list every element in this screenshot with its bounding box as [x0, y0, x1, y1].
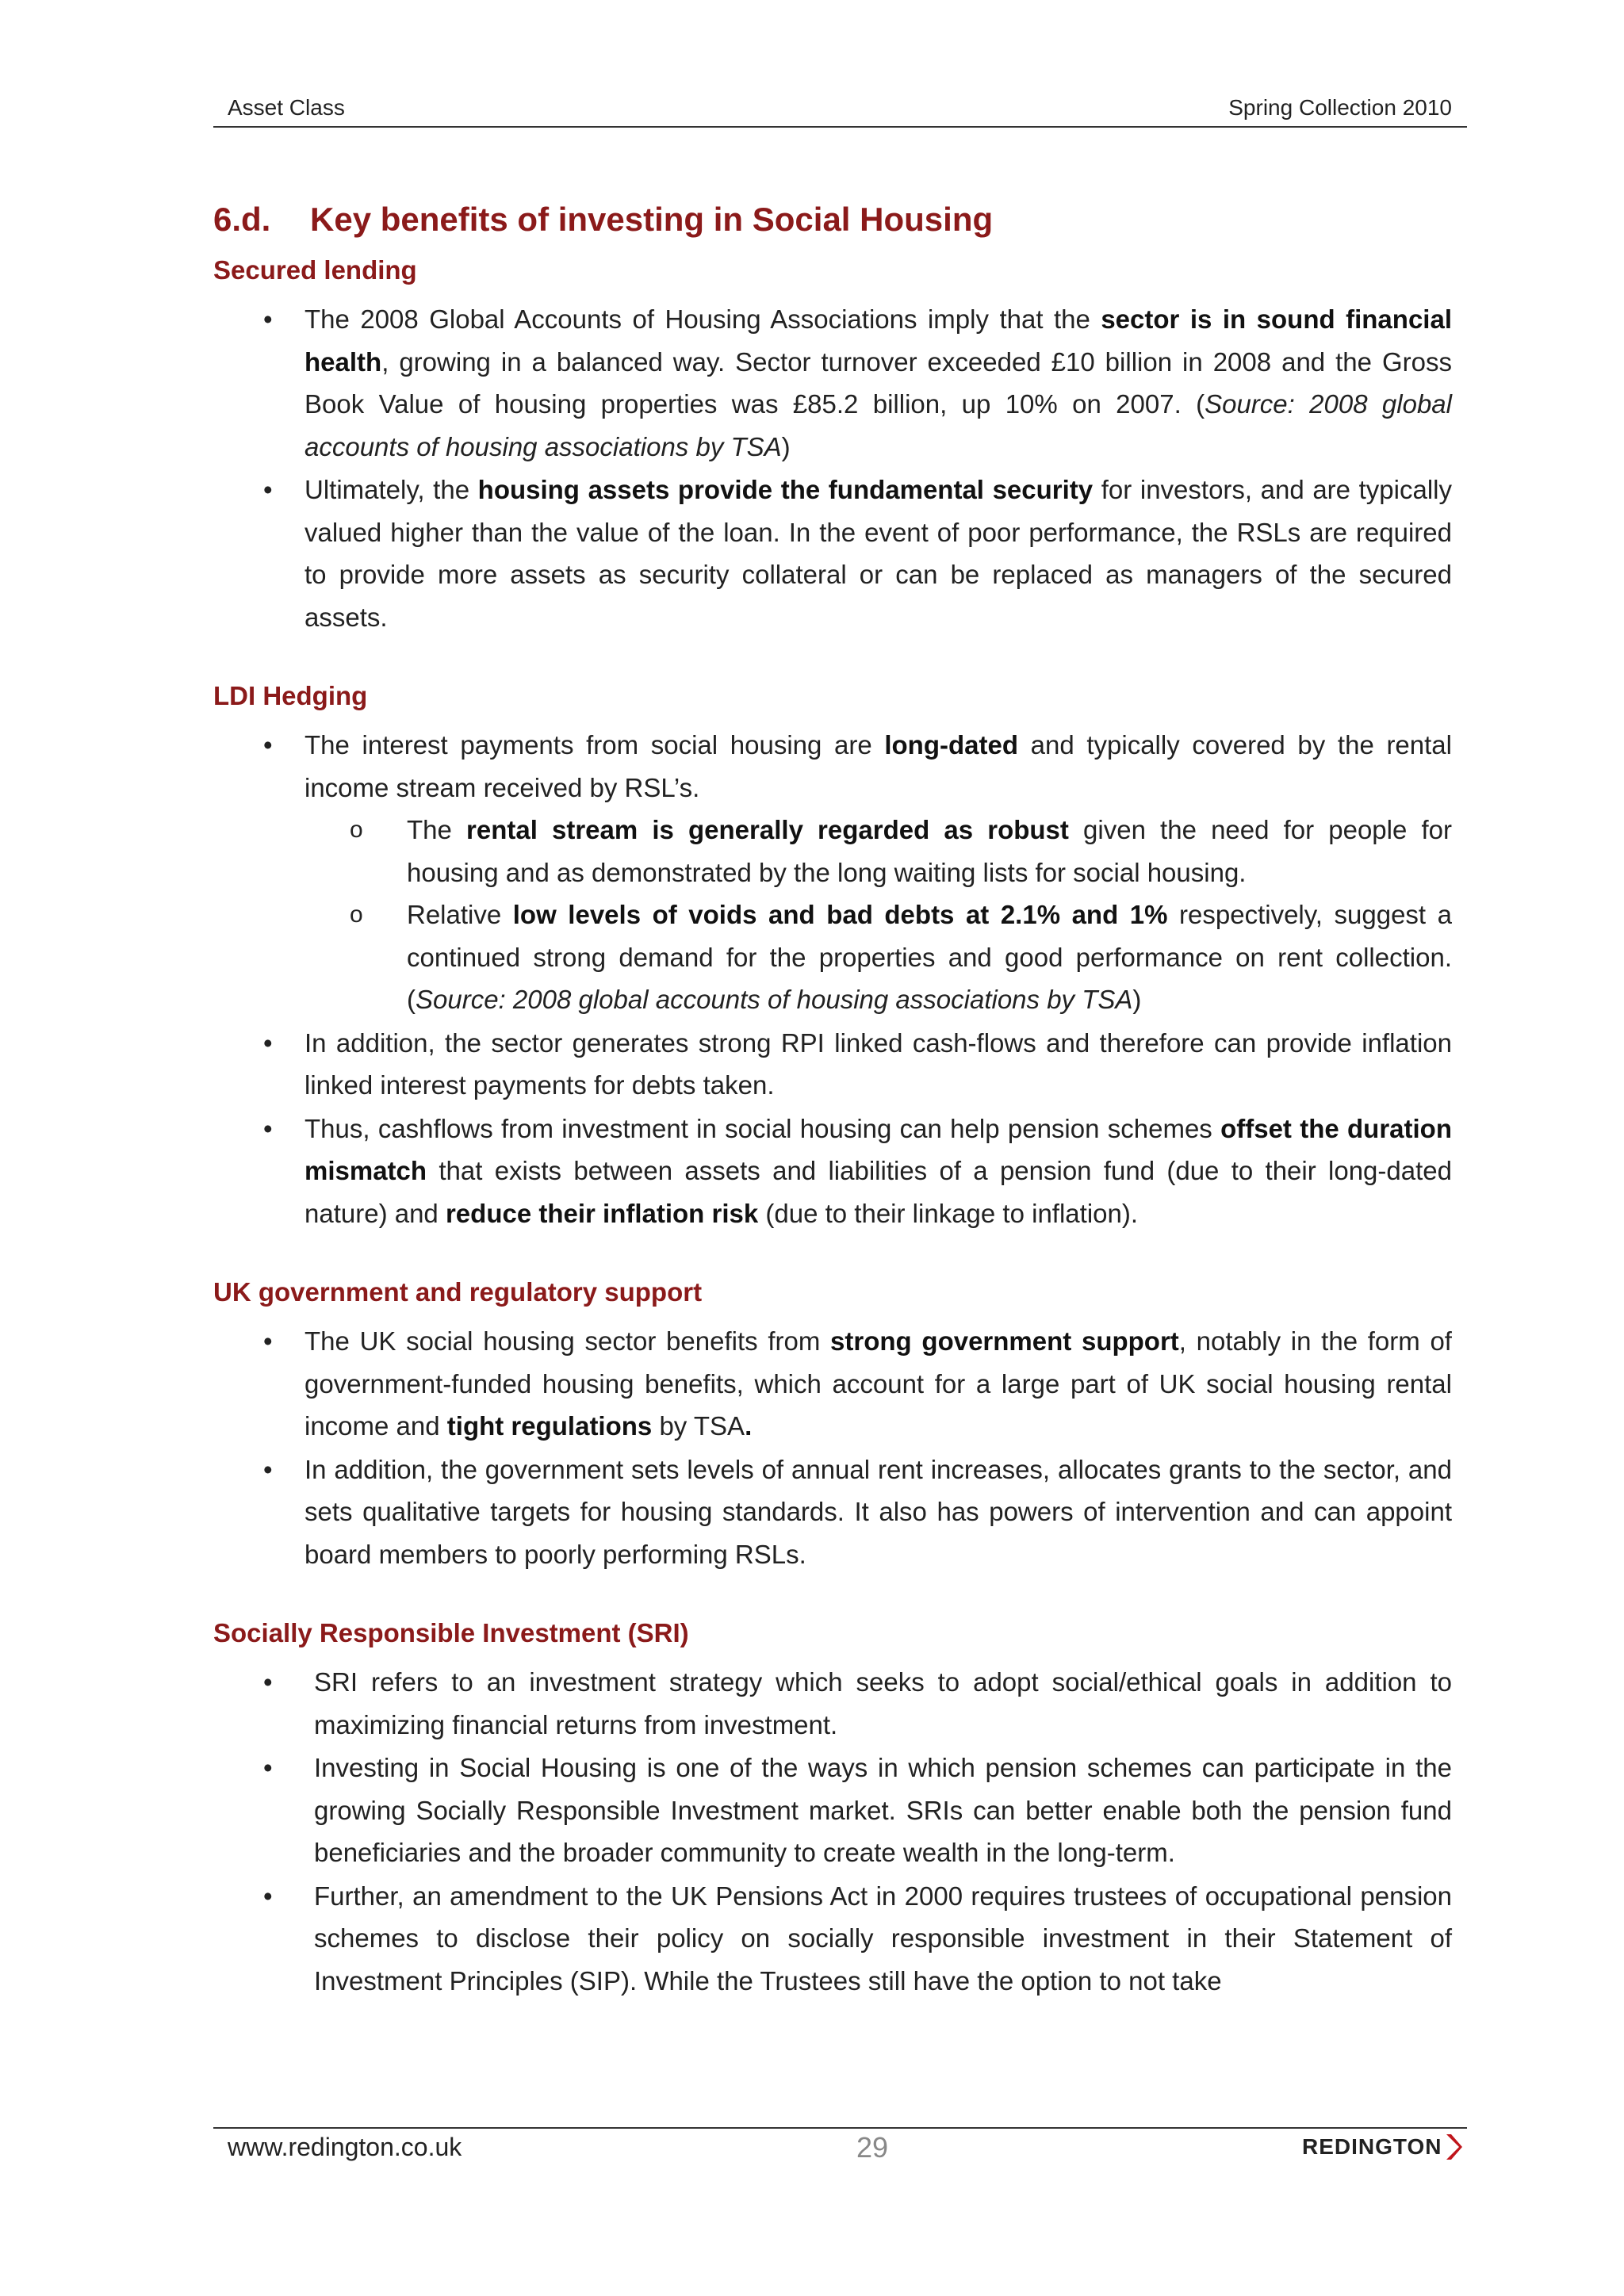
italic-source: Source: 2008 global accounts of housing associations by TSA	[416, 985, 1133, 1014]
bold-text: long-dated	[884, 730, 1018, 760]
text-run: (due to their linkage to inflation).	[758, 1198, 1139, 1228]
bullet-icon: •	[263, 1027, 273, 1058]
bold-text: sector is in sound financial health	[304, 304, 1452, 377]
text-run: The 2008 Global Accounts of Housing Associations imply that the	[304, 304, 1101, 334]
list-item	[213, 1661, 1452, 1746]
page-number: 29	[856, 2131, 889, 2164]
subheading-government-support: UK government and regulatory support	[213, 1277, 703, 1307]
logo-text: REDINGTON	[1302, 2134, 1442, 2159]
bullet-icon: •	[263, 1753, 273, 1782]
sub-bullet-icon: o	[350, 817, 363, 843]
redington-logo	[1302, 2131, 1462, 2163]
list-item	[213, 1747, 1452, 1874]
bold-text: tight regulations	[446, 1411, 653, 1441]
bold-text: .	[745, 1411, 753, 1441]
ldi-hedging-list	[213, 724, 1452, 1234]
italic-source: Source: 2008 global accounts of housing associations by TSA	[304, 389, 1452, 461]
text-run: and typically covered by the rental income stream received by RSL’s.	[304, 730, 1452, 802]
bold-text: strong government support	[830, 1326, 1179, 1356]
list-item	[213, 724, 1452, 1021]
bold-text: reduce their inflation risk	[445, 1198, 759, 1228]
list-item	[213, 1875, 1452, 2003]
bullet-icon: •	[263, 730, 273, 760]
footer-url[interactable]: www.redington.co.uk	[228, 2133, 462, 2161]
header-left: Asset Class	[228, 95, 345, 120]
bullet-icon: •	[263, 1454, 273, 1484]
text-run: Ultimately, the	[304, 475, 478, 504]
text-run: that exists between assets and liabilities of a pension fund (due to their long-dated nature) and	[304, 1156, 1452, 1228]
text-run: Relative	[407, 900, 513, 929]
list-item	[213, 1320, 1452, 1448]
header-divider	[213, 126, 1467, 128]
section-number: 6.d.	[213, 201, 271, 238]
main-content	[213, 197, 1452, 2003]
sri-list	[213, 1661, 1452, 2002]
ldi-sub-list	[304, 809, 1452, 1021]
list-item	[213, 298, 1452, 468]
text-run: Thus, cashflows from investment in social housing can help pension schemes	[304, 1113, 1221, 1143]
text-run: , notably in the form of government-funded housing benefits, which account for a large part of UK social housing rental income and	[304, 1326, 1452, 1441]
footer-divider	[213, 2127, 1467, 2129]
sub-list-item	[213, 809, 1452, 894]
secured-lending-list	[213, 298, 1452, 638]
bullet-icon: •	[263, 304, 273, 334]
logo-chevron-icon	[1445, 2133, 1462, 2161]
subheading-ldi-hedging: LDI Hedging	[213, 681, 368, 710]
text-run: In addition, the sector generates strong RPI linked cash-flows and therefore can provide inflation linked interest payments for debts taken.	[304, 1027, 1452, 1100]
text-run: )	[781, 431, 791, 461]
bold-text: rental stream is generally regarded as robust	[466, 815, 1069, 844]
list-item	[213, 1022, 1452, 1107]
sub-bullet-icon: o	[350, 901, 363, 928]
text-run: Investing in Social Housing is one of the ways in which pension schemes can participate in the growing Socially Responsible Investment market. SRIs can better enable both the pension fund beneficiaries and the broader community to create wealth in the long-term.	[314, 1753, 1452, 1867]
text-run: Further, an amendment to the UK Pensions Act in 2000 requires trustees of occupational pension schemes to disclose their policy on socially responsible investment in their Statement of Investment Principles (SIP). While the Trustees still have the option to not take	[314, 1881, 1452, 1996]
bold-text: low levels of voids and bad debts at 2.1% and 1%	[512, 900, 1168, 929]
government-support-list	[213, 1320, 1452, 1575]
text-run: given the need for people for housing and as demonstrated by the long waiting lists for social housing.	[407, 815, 1452, 887]
bullet-icon: •	[263, 475, 273, 504]
subheading-sri: Socially Responsible Investment (SRI)	[213, 1618, 689, 1647]
subheading-secured-lending: Secured lending	[213, 255, 417, 285]
text-run: , growing in a balanced way. Sector turnover exceeded £10 billion in 2008 and the Gross Book Value of housing properties was £85.2 billion, up 10% on 2007. (	[304, 346, 1452, 419]
list-item	[213, 1448, 1452, 1576]
section-title-text: Key benefits of investing in Social Housing	[310, 201, 994, 238]
bold-text: offset the duration mismatch	[304, 1113, 1452, 1185]
text-run: respectively, suggest a continued strong demand for the properties and good performance on rent collection. (	[407, 900, 1452, 1014]
text-run: The	[407, 815, 466, 844]
bullet-icon: •	[263, 1113, 273, 1143]
list-item	[213, 469, 1452, 638]
text-run: for investors, and are typically valued higher than the value of the loan. In the event of poor performance, the RSLs are required to provide more assets as security collateral or can be replaced as managers of the secured assets.	[304, 475, 1452, 632]
text-run: The UK social housing sector benefits from	[304, 1326, 831, 1356]
section-title	[213, 197, 1452, 243]
bullet-icon: •	[263, 1667, 273, 1697]
text-run: SRI refers to an investment strategy which seeks to adopt social/ethical goals in addition to maximizing financial returns from investment.	[314, 1667, 1452, 1739]
text-run: )	[1132, 985, 1142, 1014]
list-item	[213, 1108, 1452, 1235]
text-run: In addition, the government sets levels of annual rent increases, allocates grants to the sector, and sets qualitative targets for housing standards. It also has powers of intervention and can appoint board members to poorly performing RSLs.	[304, 1454, 1452, 1569]
header-right: Spring Collection 2010	[1228, 95, 1452, 120]
bold-text: housing assets provide the fundamental security	[477, 475, 1094, 504]
sub-list-item	[213, 894, 1452, 1021]
text-run: by TSA	[652, 1411, 745, 1441]
text-run: The interest payments from social housing are	[304, 730, 885, 760]
bullet-icon: •	[263, 1881, 273, 1911]
bullet-icon: •	[263, 1326, 273, 1356]
